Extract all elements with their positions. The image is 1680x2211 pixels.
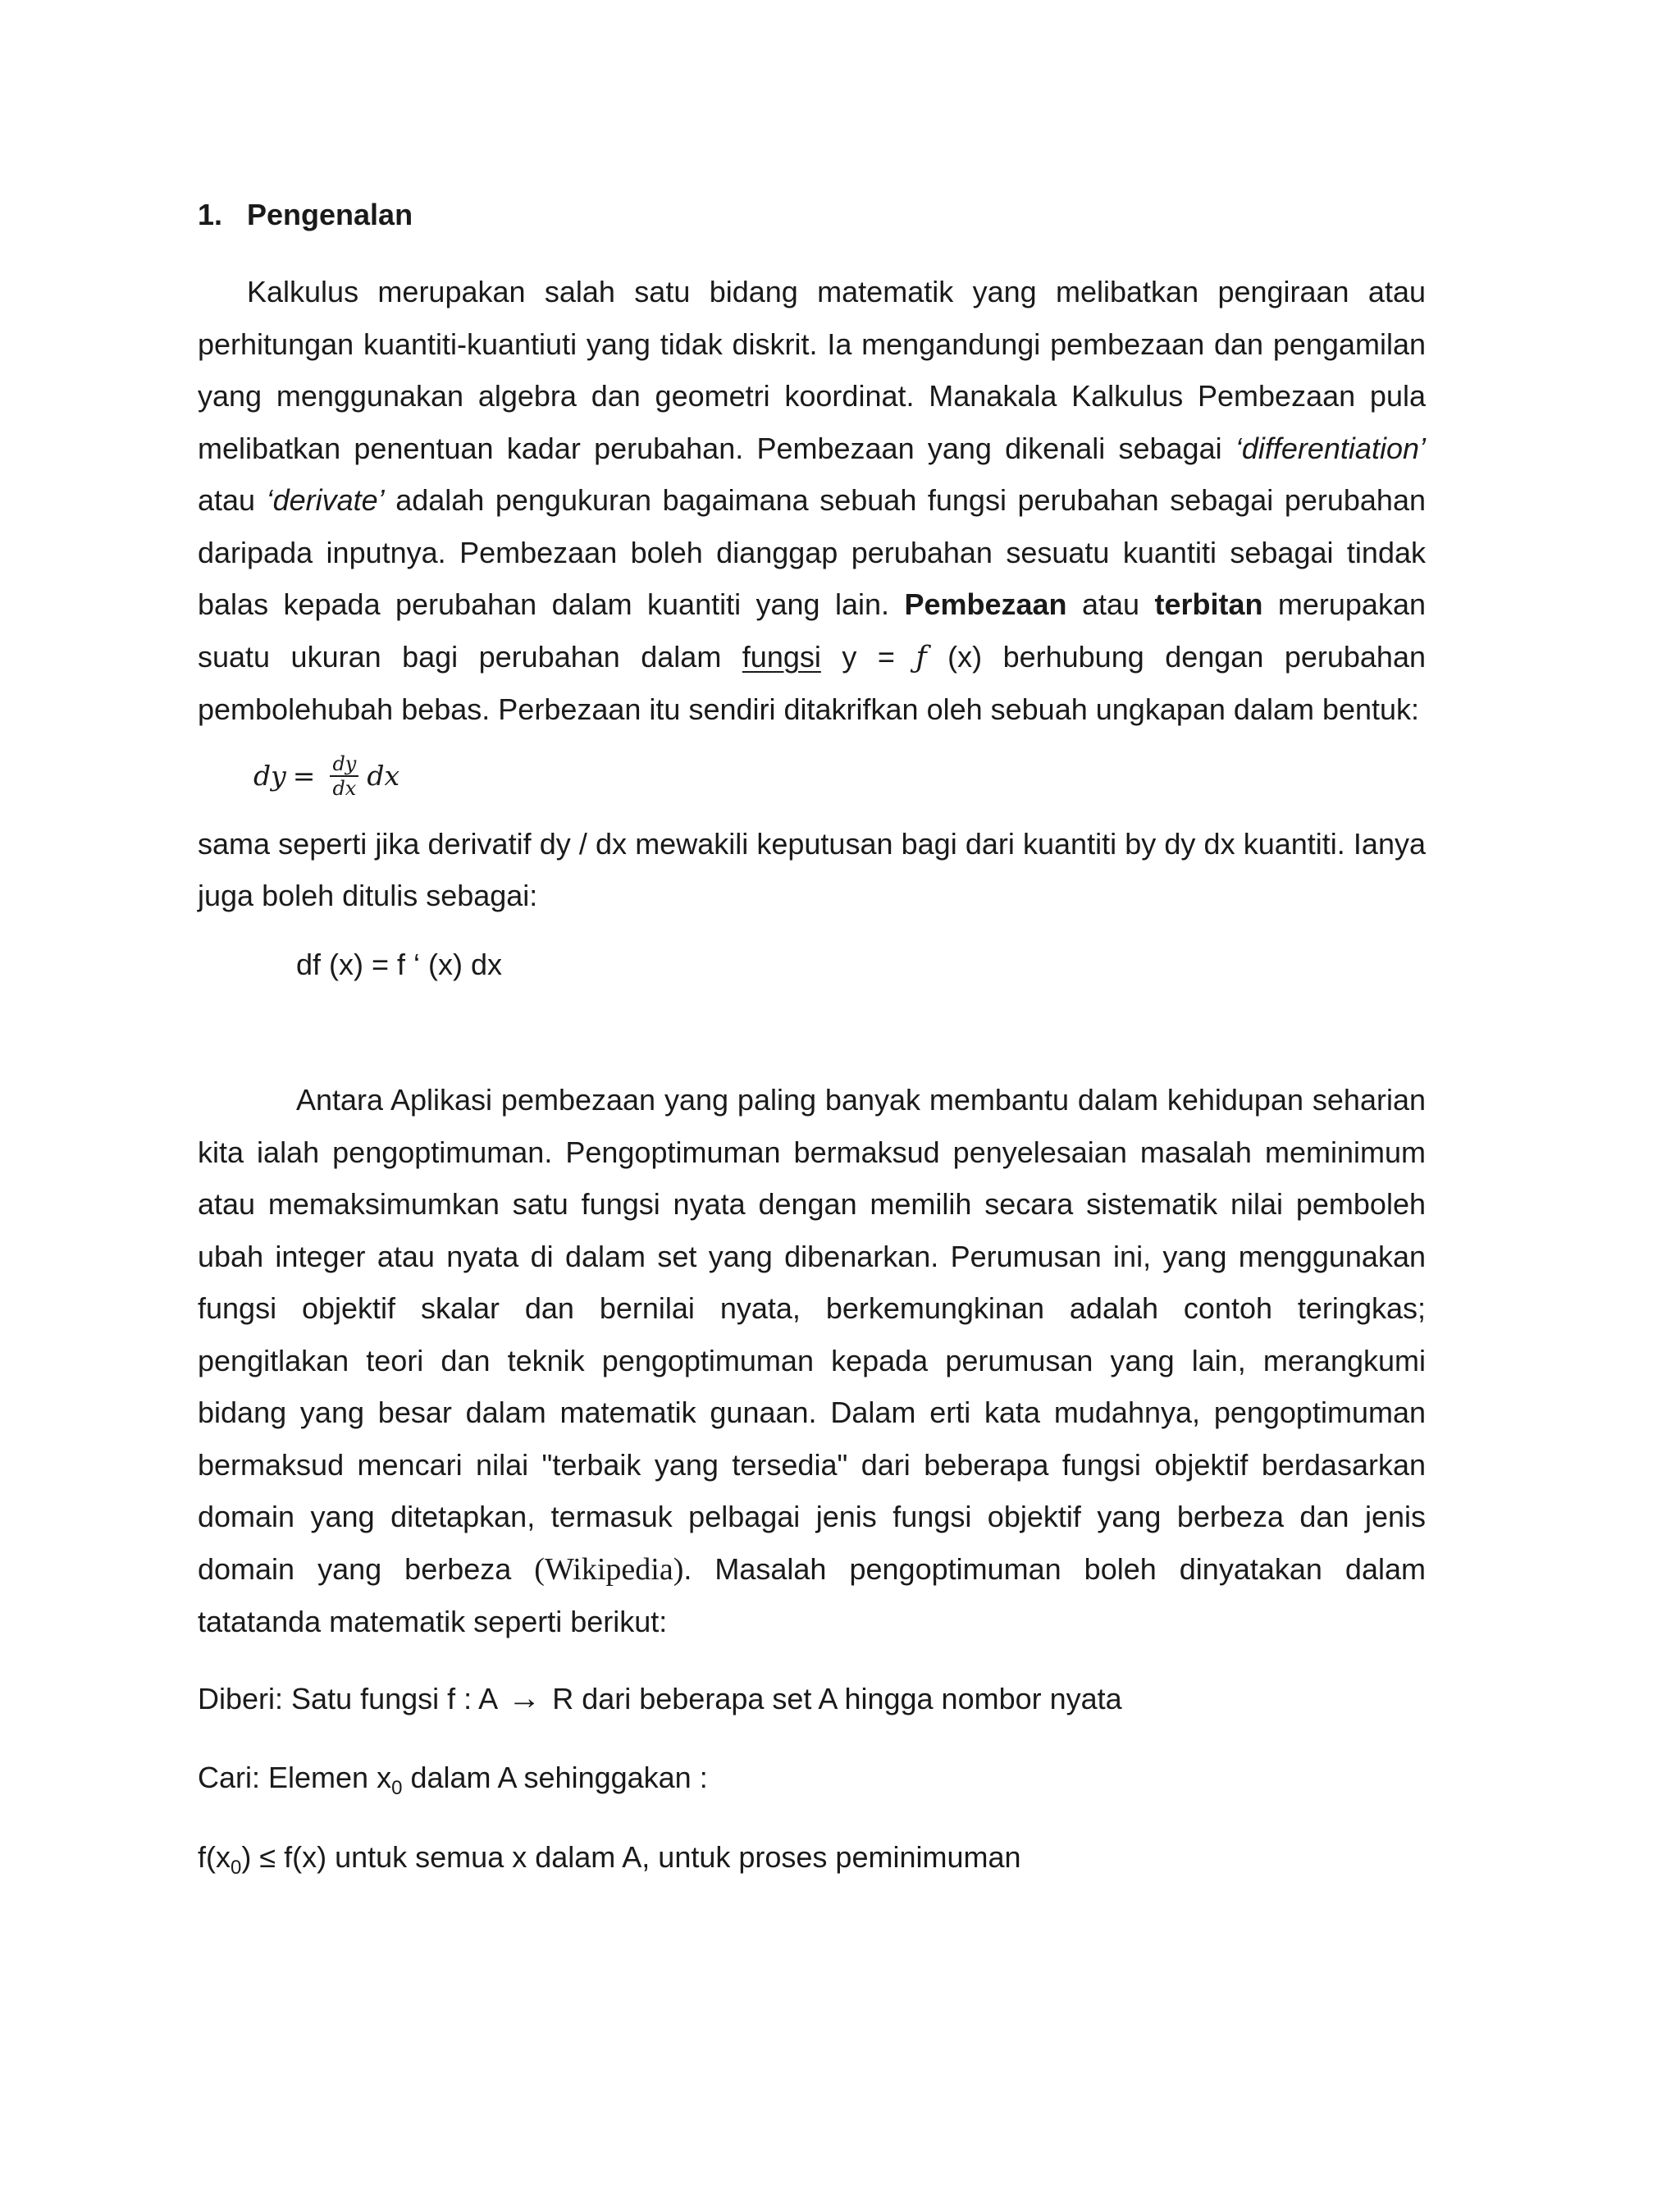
term-derivate: ‘derivate’ <box>266 483 385 517</box>
subscript: 0 <box>391 1777 403 1800</box>
document-content <box>198 190 1426 1883</box>
formula-equals: = <box>292 760 316 792</box>
text-run: . Masalah pengoptimuman boleh dinyatakan dalam tatatanda matematik seperti berikut: <box>198 1551 1426 1638</box>
text-run: f(x <box>198 1839 231 1874</box>
text-run: merupakan suatu ukuran bagi perubahan dalam <box>198 587 1426 674</box>
subscript: 0 <box>231 1856 242 1879</box>
formula-differential <box>198 739 1426 813</box>
text-run: atau <box>1066 587 1155 621</box>
text-run: Kalkulus merupakan salah satu bidang matematik yang melibatkan pengiraan atau perhitungan kuantiti-kuantiuti yang tidak diskrit. Ia mengandungi pembezaan dan pengamilan yang menggunakan algebra dan geometri koordinat. Manakala Kalkulus Pembezaan pula melibatkan penentuan kadar perubahan. Pembezaan yang dikenali sebagai <box>198 275 1426 465</box>
paragraph-derivative: sama seperti jika derivatif dy / dx mewakili keputusan bagi dari kuantiti by dy dx kuantiti. Ianya juga boleh ditulis sebagai: <box>198 826 1426 912</box>
text-run: Diberi: Satu fungsi f : A <box>198 1681 505 1715</box>
term-differentiation: ‘differentiation’ <box>1235 431 1426 465</box>
section-number: 1. <box>198 198 223 231</box>
formula-df: df (x) = f ‘ (x) dx <box>296 947 503 981</box>
text-run: Cari: Elemen x <box>198 1761 392 1794</box>
section-title: Pengenalan <box>247 198 413 231</box>
text-run: adalah pengukuran bagaimana sebuah fungsi perubahan sebagai perubahan daripada inputnya. Pembezaan boleh dianggap perubahan sesuatu kuantiti sebagai tindak balas kepada perubahan dalam kuantiti yang lain. <box>198 483 1426 621</box>
bold-term-terbitan: terbitan <box>1154 587 1263 621</box>
text-run: R dari beberapa set A hingga nombor nyata <box>544 1681 1122 1715</box>
text-run: Antara Aplikasi pembezaan yang paling banyak membantu dalam kehidupan seharian kita ialah pengoptimuman. Pengoptimuman bermaksud penyelesaian masalah meminimum atau memaksimumkan satu fungsi nyata dengan memilih secara sistematik nilai pemboleh ubah integer atau nyata di dalam set yang dibenarkan. Perumusan ini, yang menggunakan fungsi objektif skalar dan bernilai nyata, berkemungkinan adalah contoh teringkas; pengitlakan teori dan teknik pengoptimuman kepada perumusan yang lain, merangkumi bidang yang besar dalam matematik gunaan. Dalam erti kata mudahnya, pengoptimuman bermaksud mencari nilai "terbaik yang tersedia" dari beberapa fungsi objektif berdasarkan domain yang ditetapkan, termasuk pelbagai jenis fungsi objektif yang berbeza dan jenis domain yang berbeza <box>198 1083 1426 1586</box>
paragraph-intro <box>198 266 1426 736</box>
fungsi-link[interactable]: fungsi <box>742 639 821 674</box>
condition-statement <box>198 1831 1426 1884</box>
text-run: y = <box>820 639 916 674</box>
arrow-right-icon: → <box>508 1679 541 1716</box>
formula-lhs: dy <box>253 760 286 792</box>
text-run: dalam A sehinggakan : <box>402 1761 708 1794</box>
find-statement <box>198 1752 1426 1804</box>
text-run: ) ≤ f(x) untuk semua x dalam A, untuk proses peminimuman <box>241 1839 1021 1874</box>
formula-fraction <box>330 752 358 800</box>
formula-rhs: dx <box>367 760 400 792</box>
text-run: (x) berhubung dengan perubahan pembolehubah bebas. Perbezaan itu sendiri ditakrifkan oleh sebuah ungkapan dalam bentuk: <box>198 639 1426 726</box>
bold-term-pembezaan: Pembezaan <box>904 587 1067 621</box>
paragraph-optimization <box>198 1074 1426 1648</box>
fraction-denominator: dx <box>332 776 357 800</box>
text-run: atau <box>198 483 267 517</box>
function-symbol: ƒ <box>915 640 927 674</box>
fraction-numerator: dy <box>330 752 358 777</box>
section-heading <box>198 190 1426 240</box>
citation-wikipedia: (Wikipedia) <box>534 1551 684 1587</box>
given-statement <box>198 1673 1426 1725</box>
